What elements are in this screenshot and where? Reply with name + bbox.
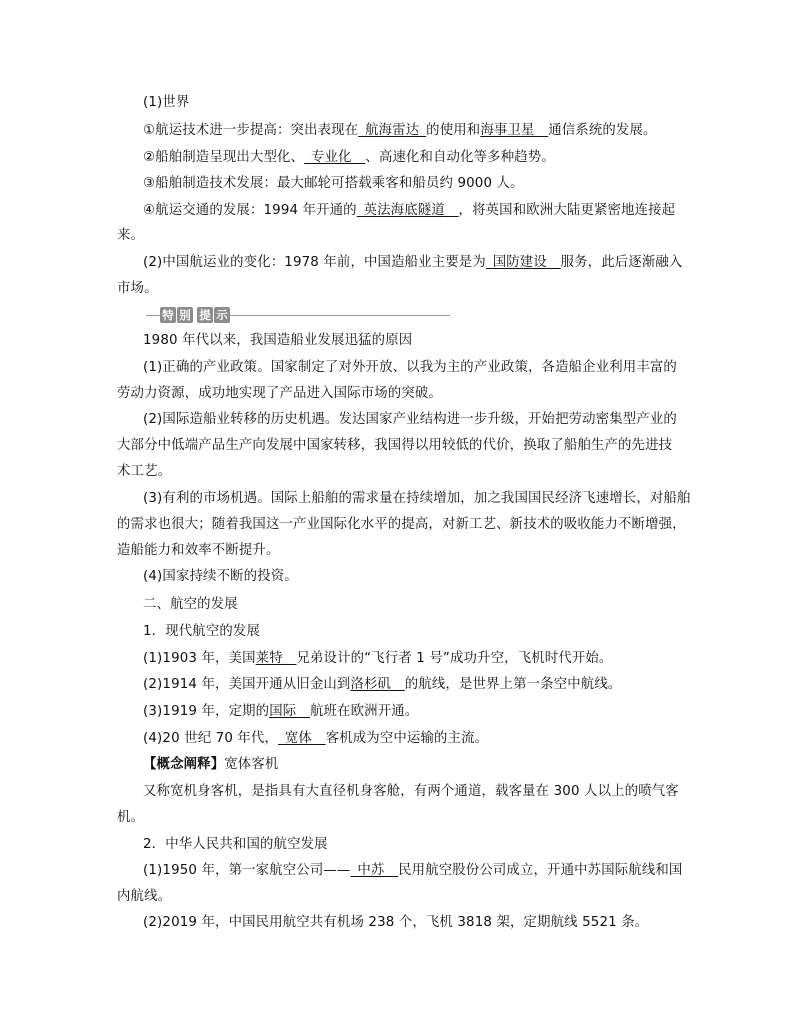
section-heading: 二、航空的发展 — [143, 597, 238, 612]
tip-title: 1980 年代以来，我国造船业发展迅猛的原因 — [143, 333, 413, 348]
text-line: ③船舶制造技术发展：最大邮轮可搭载乘客和船员约 9000 人。 — [143, 176, 524, 191]
text-line: 造船能力和效率不断提升。 — [117, 543, 280, 558]
text-line: ②船舶制造呈现出大型化、 专业化 、高速化和自动化等多种趋势。 — [143, 150, 555, 165]
text-line: 又称宽机身客机，是指具有大直径机身客舱，有两个通道，载客量在 300 人以上的喷气客 — [143, 784, 679, 799]
subsection-heading: 1．现代航空的发展 — [143, 624, 260, 639]
text-line: 来。 — [117, 228, 145, 243]
text-line: ④航运交通的发展：1994 年开通的 英法海底隧道 ，将英国和欧洲大陆更紧密地连接起 — [143, 203, 676, 218]
text-line: (1)正确的产业政策。国家制定了对外开放、以我为主的产业政策，各造船企业利用丰富的 — [143, 360, 677, 375]
answer-blank: 莱特 — [255, 651, 283, 666]
answer-blank: 国际 — [269, 704, 297, 719]
tip-rule-left — [146, 315, 160, 316]
heading-world: (1)世界 — [143, 95, 190, 110]
answer-blank: 航海雷达 — [365, 123, 420, 138]
text-line: (2)中国航运业的变化：1978 年前，中国造船业主要是为 国防建设 服务，此后逐渐融入 — [143, 255, 683, 270]
text-line: 机。 — [117, 810, 145, 825]
text-line: ①航运技术进一步提高：突出表现在 航海雷达 的使用和海事卫星 通信系统的发展。 — [143, 123, 657, 138]
text-line: 术工艺。 — [117, 464, 172, 479]
answer-blank: 宽体 — [284, 731, 312, 746]
text-line: 市场。 — [117, 281, 158, 296]
text-line: (3)1919 年，定期的国际 航班在欧洲开通。 — [143, 704, 419, 719]
text-line: 大部分中低端产品生产向发展中国家转移，我国得以用较低的代价，换取了船舶生产的先进技 — [117, 438, 673, 453]
answer-blank: 英法海底隧道 — [363, 203, 445, 218]
tip-rule-right — [230, 315, 450, 316]
answer-blank: 海事卫星 — [480, 123, 535, 138]
text-line: 的需求也很大；随着我国这一产业国际化水平的提高，对新工艺、新技术的吸收能力不断增强， — [117, 517, 686, 532]
answer-blank: 洛杉矶 — [350, 677, 392, 692]
concept-note: 【概念阐释】宽体客机 — [143, 757, 279, 772]
text-line: (3)有利的市场机遇。国际上船舶的需求量在持续增加，加之我国国民经济飞速增长，对船舶 — [143, 491, 691, 506]
text-line: (2)1914 年，美国开通从旧金山到洛杉矶 的航线，是世界上第一条空中航线。 — [143, 677, 622, 692]
text-line: (2)2019 年，中国民用航空共有机场 238 个，飞机 3818 架，定期航线 5521 条。 — [143, 915, 649, 930]
text-line: 劳动力资源，成功地实现了产品进入国际市场的突破。 — [117, 386, 442, 401]
text-line: 内航线。 — [117, 889, 172, 904]
text-line: (2)国际造船业转移的历史机遇。发达国家产业结构进一步升级，开始把劳动密集型产业的 — [143, 412, 677, 427]
special-tip-badge: 特 别 提 示 — [160, 307, 230, 323]
answer-blank: 国防建设 — [492, 255, 547, 270]
answer-blank: 中苏 — [357, 863, 385, 878]
text-line: (4)20 世纪 70 年代， 宽体 客机成为空中运输的主流。 — [143, 731, 489, 746]
subsection-heading: 2．中华人民共和国的航空发展 — [143, 837, 328, 852]
text-line: (4)国家持续不断的投资。 — [143, 569, 298, 584]
text-line: (1)1950 年，第一家航空公司—— 中苏 民用航空股份公司成立，开通中苏国际航线和国 — [143, 863, 683, 878]
answer-blank: 专业化 — [310, 150, 352, 165]
text-line: (1)1903 年，美国莱特 兄弟设计的“飞行者 1 号”成功升空，飞机时代开始。 — [143, 651, 613, 666]
